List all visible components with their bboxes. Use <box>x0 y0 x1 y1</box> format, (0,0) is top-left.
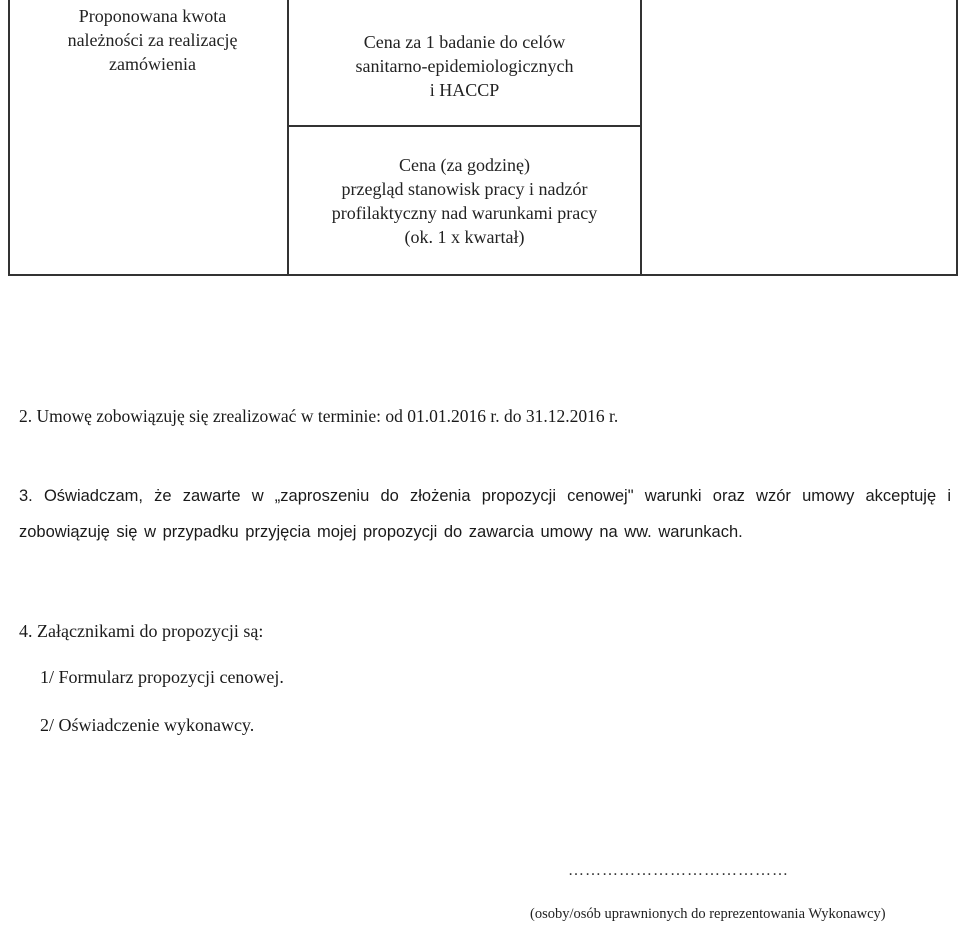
price-label-line: zamówienia <box>109 54 196 74</box>
attachment-item: 2/ Oświadczenie wykonawcy. <box>40 715 255 735</box>
test-price-line: sanitarno-epidemiologicznych <box>355 56 574 76</box>
price-table <box>8 0 958 276</box>
paragraph-term: 2. Umowę zobowiązuję się zrealizować w terminie: od 01.01.2016 r. do 31.12.2016 r. <box>19 406 619 426</box>
test-price-cell <box>289 30 640 102</box>
signature-caption: (osoby/osób uprawnionych do reprezentowania Wykonawcy) <box>530 906 886 922</box>
test-price-line: i HACCP <box>429 80 500 100</box>
test-price-line: Cena za 1 badanie do celów <box>363 32 566 52</box>
attachment-item: 1/ Formularz propozycji cenowej. <box>40 667 284 687</box>
hourly-price-cell <box>289 153 640 249</box>
price-label-line: należności za realizację <box>67 30 238 50</box>
hourly-price-line: Cena (za godzinę) <box>399 155 530 175</box>
price-label-line: Proponowana kwota <box>78 6 227 26</box>
price-label-cell <box>20 4 285 76</box>
hourly-price-line: profilaktyczny nad warunkami pracy <box>331 203 598 223</box>
hourly-price-line: przegląd stanowisk pracy i nadzór <box>341 179 588 199</box>
hourly-price-line: (ok. 1 x kwartał) <box>404 227 525 247</box>
signature-line: ………………………………… <box>568 862 789 879</box>
paragraph-declaration: 3. Oświadczam, że zawarte w „zaproszeniu do złożenia propozycji cenowej" warunki oraz wzór umowy akceptuję i zobowiązuję się w przypadku przyjęcia mojej propozycji do zawarcia umowy na ww. warunkach. <box>19 487 951 541</box>
paragraph-attachments-heading: 4. Załącznikami do propozycji są: <box>19 621 264 641</box>
table-divider-vertical-2 <box>640 0 642 274</box>
table-divider-horizontal <box>289 125 640 127</box>
